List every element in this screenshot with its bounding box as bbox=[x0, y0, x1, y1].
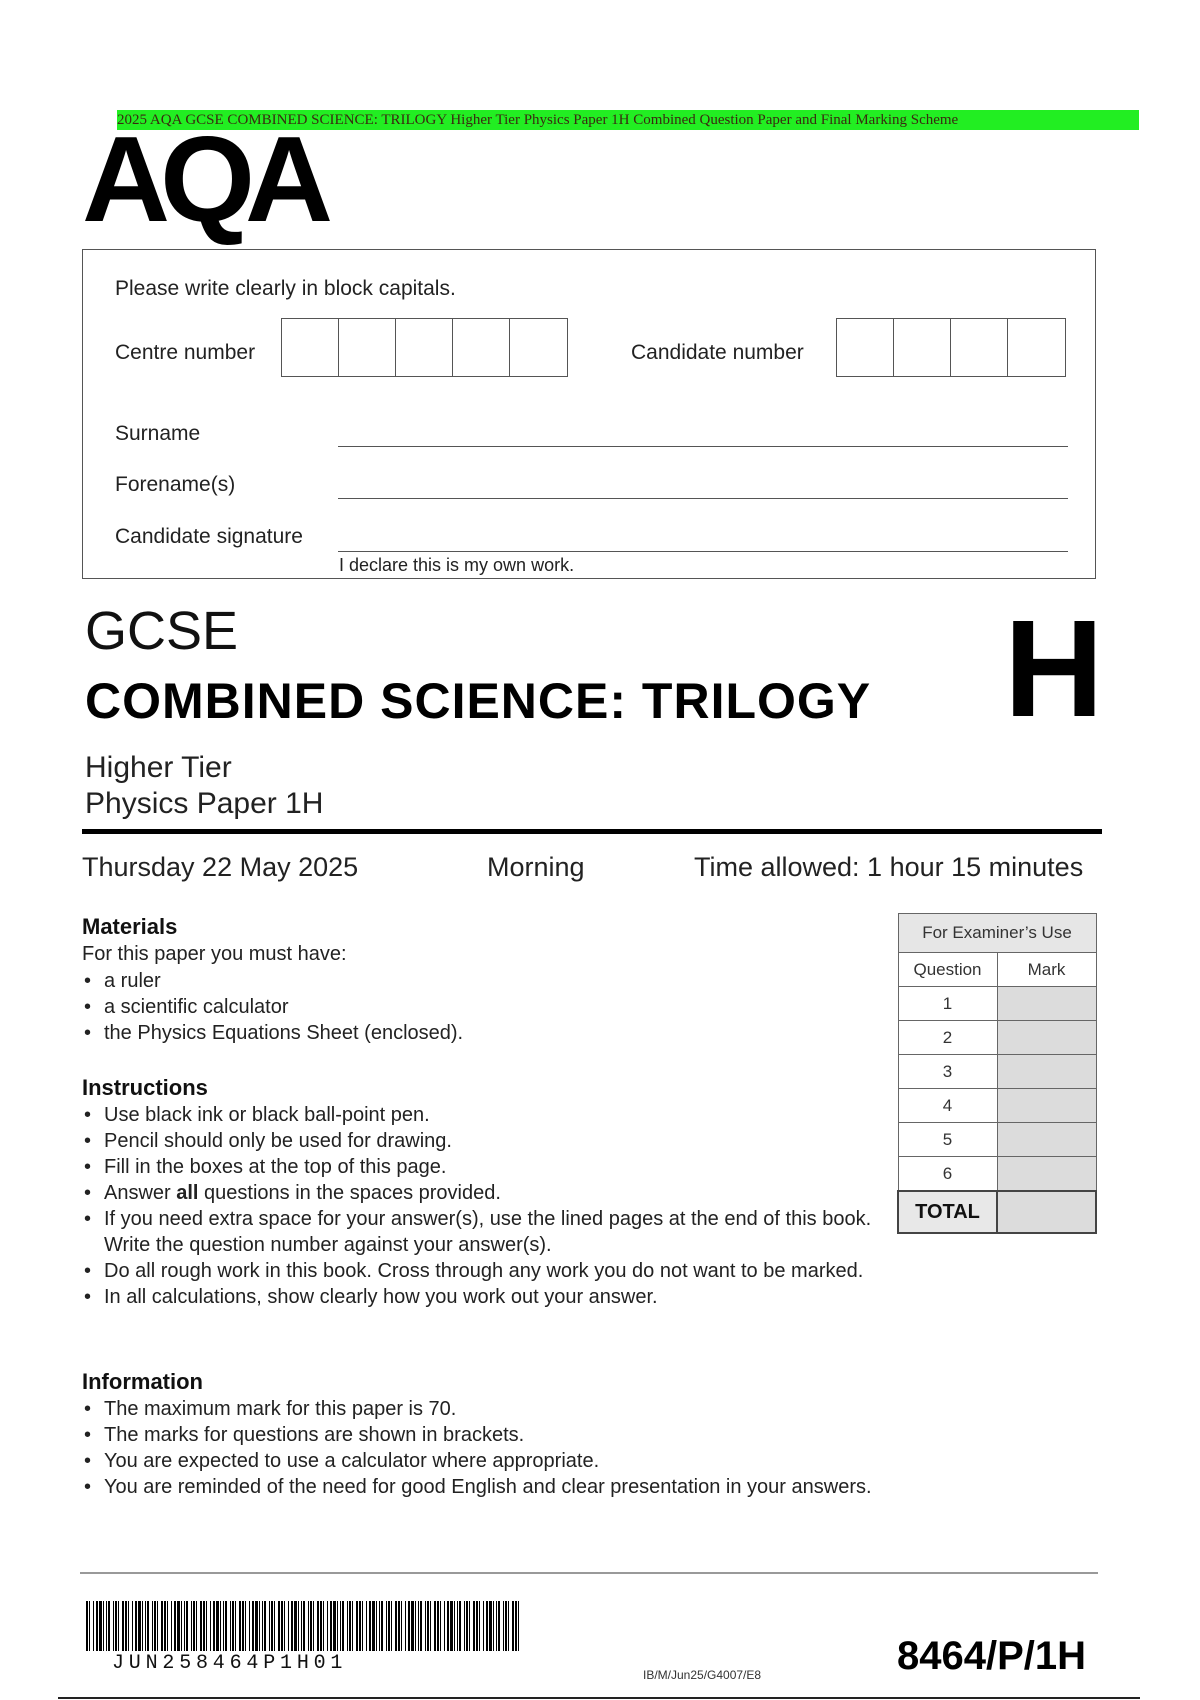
barcode-bar bbox=[352, 1601, 353, 1651]
barcode-bar bbox=[113, 1601, 114, 1651]
question-number: 4 bbox=[898, 1089, 997, 1123]
barcode-bar bbox=[281, 1601, 283, 1651]
tier-info bbox=[85, 750, 323, 822]
centre-digit-box[interactable] bbox=[396, 319, 453, 376]
mark-column-header: Mark bbox=[997, 953, 1096, 987]
barcode-bar bbox=[152, 1601, 153, 1651]
barcode-bar bbox=[489, 1601, 492, 1651]
mark-cell bbox=[997, 987, 1096, 1021]
barcode-bar bbox=[469, 1601, 470, 1651]
barcode-bar bbox=[128, 1601, 129, 1651]
barcode-bar bbox=[239, 1601, 241, 1651]
barcode-bar bbox=[216, 1601, 219, 1651]
barcode-bar bbox=[464, 1601, 465, 1651]
barcode-bar bbox=[303, 1601, 305, 1651]
barcode-bar bbox=[225, 1601, 227, 1651]
barcode-bar bbox=[512, 1601, 514, 1651]
barcode-bar bbox=[411, 1601, 414, 1651]
information-item: • You are reminded of the need for good English and clear presentation in your answers. bbox=[82, 1474, 982, 1500]
barcode-bar bbox=[157, 1601, 158, 1651]
barcode-bar bbox=[301, 1601, 302, 1651]
barcode-bar bbox=[323, 1601, 324, 1651]
barcode-bar bbox=[415, 1601, 416, 1651]
barcode-bar bbox=[115, 1601, 117, 1651]
barcode-bar bbox=[93, 1601, 94, 1651]
candidate-number-label: Candidate number bbox=[631, 341, 804, 364]
barcode-bar bbox=[479, 1601, 480, 1651]
barcode-bar bbox=[196, 1601, 197, 1651]
heading-rule bbox=[82, 829, 1102, 834]
barcode-bar bbox=[427, 1601, 429, 1651]
barcode-bar bbox=[249, 1601, 250, 1651]
barcode-bar bbox=[473, 1601, 475, 1651]
barcode-bar bbox=[496, 1601, 497, 1651]
instructions-item bbox=[82, 1180, 882, 1206]
barcode-bar bbox=[376, 1601, 377, 1651]
barcode-bar bbox=[274, 1601, 275, 1651]
barcode-bar bbox=[89, 1601, 90, 1651]
exam-session: Morning bbox=[487, 852, 585, 882]
exam-date: Thursday 22 May 2025 bbox=[82, 852, 359, 882]
candidate-digit-box[interactable] bbox=[1008, 319, 1065, 376]
barcode-bar bbox=[181, 1601, 182, 1651]
materials-intro: For this paper you must have: bbox=[82, 943, 347, 965]
barcode-bar bbox=[340, 1601, 341, 1651]
paper-label: Physics Paper 1H bbox=[85, 787, 324, 820]
barcode-bar bbox=[147, 1601, 149, 1651]
paper-code: 8464/P/1H bbox=[897, 1634, 1087, 1678]
barcode-bar bbox=[262, 1601, 263, 1651]
barcode-bar bbox=[138, 1601, 141, 1651]
barcode-bar bbox=[135, 1601, 137, 1651]
barcode-bar bbox=[161, 1601, 163, 1651]
instructions-item: • Fill in the boxes at the top of this page. bbox=[82, 1154, 882, 1180]
block-capitals-instruction: Please write clearly in block capitals. bbox=[115, 277, 456, 300]
barcode-bar bbox=[242, 1601, 244, 1651]
tier-letter: H bbox=[1004, 592, 1104, 746]
mark-cell bbox=[997, 1157, 1096, 1192]
centre-digit-box[interactable] bbox=[453, 319, 510, 376]
barcode-bar bbox=[430, 1601, 431, 1651]
barcode-bar bbox=[294, 1601, 297, 1651]
barcode-bar bbox=[342, 1601, 344, 1651]
barcode-bar bbox=[447, 1601, 449, 1651]
surname-label: Surname bbox=[115, 422, 201, 445]
barcode-bar bbox=[434, 1601, 436, 1651]
barcode-bar bbox=[308, 1601, 309, 1651]
footer-rule bbox=[80, 1572, 1098, 1574]
barcode-bar bbox=[200, 1601, 202, 1651]
barcode-bar bbox=[320, 1601, 322, 1651]
barcode-text: JUN258464P1H01 bbox=[112, 1652, 348, 1675]
centre-digit-box[interactable] bbox=[510, 319, 567, 376]
barcode-bar bbox=[96, 1601, 98, 1651]
question-number: 3 bbox=[898, 1055, 997, 1089]
barcode-bar bbox=[401, 1601, 402, 1651]
mark-cell bbox=[997, 1021, 1096, 1055]
barcode-bar bbox=[108, 1601, 110, 1651]
total-mark-cell bbox=[997, 1191, 1096, 1233]
barcode-bar bbox=[366, 1601, 367, 1651]
barcode-bar bbox=[118, 1601, 119, 1651]
barcode-bar bbox=[333, 1601, 336, 1651]
barcode-bar bbox=[245, 1601, 246, 1651]
question-number: 5 bbox=[898, 1123, 997, 1157]
instructions-item: • Use black ink or black ball-point pen. bbox=[82, 1102, 882, 1128]
barcode-bar bbox=[193, 1601, 195, 1651]
instructions-item: • In all calculations, show clearly how you work out your answer. bbox=[82, 1284, 882, 1310]
aqa-logo: AQA bbox=[82, 111, 324, 247]
barcode-bar bbox=[184, 1601, 185, 1651]
mark-cell bbox=[997, 1055, 1096, 1089]
instruction-emphasis: all bbox=[176, 1182, 199, 1204]
question-column-header: Question bbox=[898, 953, 997, 987]
instructions-section bbox=[82, 1074, 882, 1310]
forenames-field[interactable] bbox=[338, 498, 1068, 499]
barcode-bar bbox=[167, 1601, 168, 1651]
question-number: 6 bbox=[898, 1157, 997, 1192]
barcode-bar bbox=[191, 1601, 192, 1651]
barcode-bar bbox=[99, 1601, 102, 1651]
barcode-bar bbox=[291, 1601, 293, 1651]
barcode-bar bbox=[498, 1601, 500, 1651]
materials-section bbox=[82, 913, 882, 1046]
barcode-bar bbox=[337, 1601, 338, 1651]
barcode-bar bbox=[103, 1601, 104, 1651]
barcode-bar bbox=[395, 1601, 397, 1651]
barcode-bar bbox=[252, 1601, 254, 1651]
barcode-bar bbox=[457, 1601, 458, 1651]
instruction-text: Answer bbox=[104, 1182, 177, 1204]
barcode-bar bbox=[330, 1601, 332, 1651]
instructions-item: • Pencil should only be used for drawing. bbox=[82, 1128, 882, 1154]
barcode-bar bbox=[259, 1601, 260, 1651]
barcode-bar bbox=[271, 1601, 273, 1651]
barcode-bar bbox=[288, 1601, 289, 1651]
barcode-bar bbox=[425, 1601, 426, 1651]
document-reference: IB/M/Jun25/G4007/E8 bbox=[643, 1668, 762, 1682]
tier-label: Higher Tier bbox=[85, 751, 232, 784]
mark-cell bbox=[997, 1089, 1096, 1123]
barcode-bar bbox=[264, 1601, 266, 1651]
barcode-bar bbox=[255, 1601, 258, 1651]
barcode-bar bbox=[505, 1601, 507, 1651]
candidate-digit-box[interactable] bbox=[894, 319, 951, 376]
barcode-bar bbox=[317, 1601, 319, 1651]
signature-label: Candidate signature bbox=[115, 525, 303, 548]
barcode-bar bbox=[515, 1601, 517, 1651]
barcode-bar bbox=[398, 1601, 400, 1651]
barcode-bar bbox=[356, 1601, 358, 1651]
barcode-bar bbox=[444, 1601, 445, 1651]
barcode-bar bbox=[213, 1601, 215, 1651]
barcode-bar bbox=[372, 1601, 375, 1651]
candidate-details-box bbox=[82, 249, 1096, 579]
barcode-bar bbox=[235, 1601, 236, 1651]
barcode-bar bbox=[164, 1601, 166, 1651]
candidate-digit-box[interactable] bbox=[951, 319, 1008, 376]
barcode-bar bbox=[230, 1601, 231, 1651]
centre-number-boxes[interactable] bbox=[281, 318, 568, 377]
information-heading: Information bbox=[82, 1369, 203, 1394]
barcode-image bbox=[86, 1601, 526, 1651]
barcode-bar bbox=[454, 1601, 455, 1651]
barcode-bar bbox=[177, 1601, 180, 1651]
question-number: 1 bbox=[898, 987, 997, 1021]
candidate-number-boxes[interactable] bbox=[836, 318, 1066, 377]
information-item: • You are expected to use a calculator where appropriate. bbox=[82, 1448, 982, 1474]
barcode-bar bbox=[459, 1601, 461, 1651]
materials-item: • a scientific calculator bbox=[82, 994, 882, 1020]
barcode-bar bbox=[440, 1601, 441, 1651]
barcode-bar bbox=[223, 1601, 224, 1651]
barcode-bar bbox=[284, 1601, 285, 1651]
barcode-bar bbox=[379, 1601, 380, 1651]
barcode-bar bbox=[132, 1601, 133, 1651]
instructions-item: • Do all rough work in this book. Cross through any work you do not want to be marked. bbox=[82, 1258, 882, 1284]
qualification-title: GCSE bbox=[85, 601, 239, 661]
barcode-bar bbox=[106, 1601, 107, 1651]
barcode-bar bbox=[450, 1601, 453, 1651]
barcode-bar bbox=[186, 1601, 188, 1651]
barcode-bar bbox=[145, 1601, 146, 1651]
centre-digit-box[interactable] bbox=[339, 319, 396, 376]
barcode-bar bbox=[476, 1601, 478, 1651]
barcode-bar bbox=[310, 1601, 312, 1651]
barcode-bar bbox=[359, 1601, 361, 1651]
barcode-bar bbox=[269, 1601, 270, 1651]
barcode-bar bbox=[418, 1601, 419, 1651]
bottom-rule bbox=[58, 1697, 1140, 1699]
barcode-bar bbox=[86, 1601, 88, 1651]
barcode-bar bbox=[466, 1601, 468, 1651]
barcode-bar bbox=[493, 1601, 494, 1651]
barcode-bar bbox=[174, 1601, 176, 1651]
barcode-bar bbox=[437, 1601, 439, 1651]
barcode-bar bbox=[154, 1601, 156, 1651]
barcode-bar bbox=[408, 1601, 410, 1651]
centre-number-label: Centre number bbox=[115, 341, 256, 364]
barcode-bar bbox=[503, 1601, 504, 1651]
barcode-bar bbox=[171, 1601, 172, 1651]
instructions-item: • If you need extra space for your answer(s), use the lined pages at the end of this book. Write the question number against your answer(s). bbox=[82, 1206, 882, 1258]
barcode-bar bbox=[203, 1601, 205, 1651]
declaration-text: I declare this is my own work. bbox=[339, 555, 575, 575]
mark-cell bbox=[997, 1123, 1096, 1157]
centre-digit-box[interactable] bbox=[282, 319, 339, 376]
barcode-bar bbox=[388, 1601, 390, 1651]
instructions-heading: Instructions bbox=[82, 1075, 208, 1100]
barcode-bar bbox=[210, 1601, 211, 1651]
barcode-bar bbox=[327, 1601, 328, 1651]
question-number: 2 bbox=[898, 1021, 997, 1055]
total-label: TOTAL bbox=[898, 1191, 997, 1233]
signature-field[interactable] bbox=[338, 551, 1068, 552]
materials-item: • a ruler bbox=[82, 968, 882, 994]
barcode-bar bbox=[232, 1601, 234, 1651]
surname-field[interactable] bbox=[338, 446, 1068, 447]
barcode-bar bbox=[486, 1601, 488, 1651]
barcode-bar bbox=[206, 1601, 207, 1651]
barcode-bar bbox=[518, 1601, 519, 1651]
barcode-bar bbox=[347, 1601, 348, 1651]
time-allowed: Time allowed: 1 hour 15 minutes bbox=[694, 852, 1084, 882]
examiner-use-table bbox=[897, 913, 1097, 1234]
barcode-bar bbox=[278, 1601, 280, 1651]
forenames-label: Forename(s) bbox=[115, 473, 236, 496]
information-item: • The marks for questions are shown in brackets. bbox=[82, 1422, 982, 1448]
barcode-bar bbox=[122, 1601, 124, 1651]
information-section bbox=[82, 1368, 982, 1500]
document-title-banner: 2025 AQA GCSE COMBINED SCIENCE: TRILOGY Higher Tier Physics Paper 1H Combined Question Paper and Final Marking Scheme bbox=[117, 110, 1139, 130]
barcode-bar bbox=[381, 1601, 383, 1651]
barcode-bar bbox=[298, 1601, 299, 1651]
barcode-bar bbox=[386, 1601, 387, 1651]
barcode-bar bbox=[508, 1601, 509, 1651]
barcode-bar bbox=[220, 1601, 221, 1651]
barcode-bar bbox=[391, 1601, 392, 1651]
information-item: • The maximum mark for this paper is 70. bbox=[82, 1396, 982, 1422]
barcode-bar bbox=[142, 1601, 143, 1651]
instruction-text: questions in the spaces provided. bbox=[198, 1182, 501, 1204]
subject-title: COMBINED SCIENCE: TRILOGY bbox=[85, 673, 872, 729]
barcode-bar bbox=[369, 1601, 371, 1651]
examiner-table-title: For Examiner’s Use bbox=[898, 914, 1096, 953]
barcode-bar bbox=[405, 1601, 406, 1651]
materials-item: • the Physics Equations Sheet (enclosed). bbox=[82, 1020, 882, 1046]
barcode-bar bbox=[125, 1601, 127, 1651]
materials-heading: Materials bbox=[82, 914, 178, 939]
barcode-bar bbox=[362, 1601, 363, 1651]
barcode-bar bbox=[349, 1601, 351, 1651]
barcode-bar bbox=[483, 1601, 484, 1651]
barcode-bar bbox=[313, 1601, 314, 1651]
barcode-bar bbox=[420, 1601, 422, 1651]
candidate-digit-box[interactable] bbox=[837, 319, 894, 376]
